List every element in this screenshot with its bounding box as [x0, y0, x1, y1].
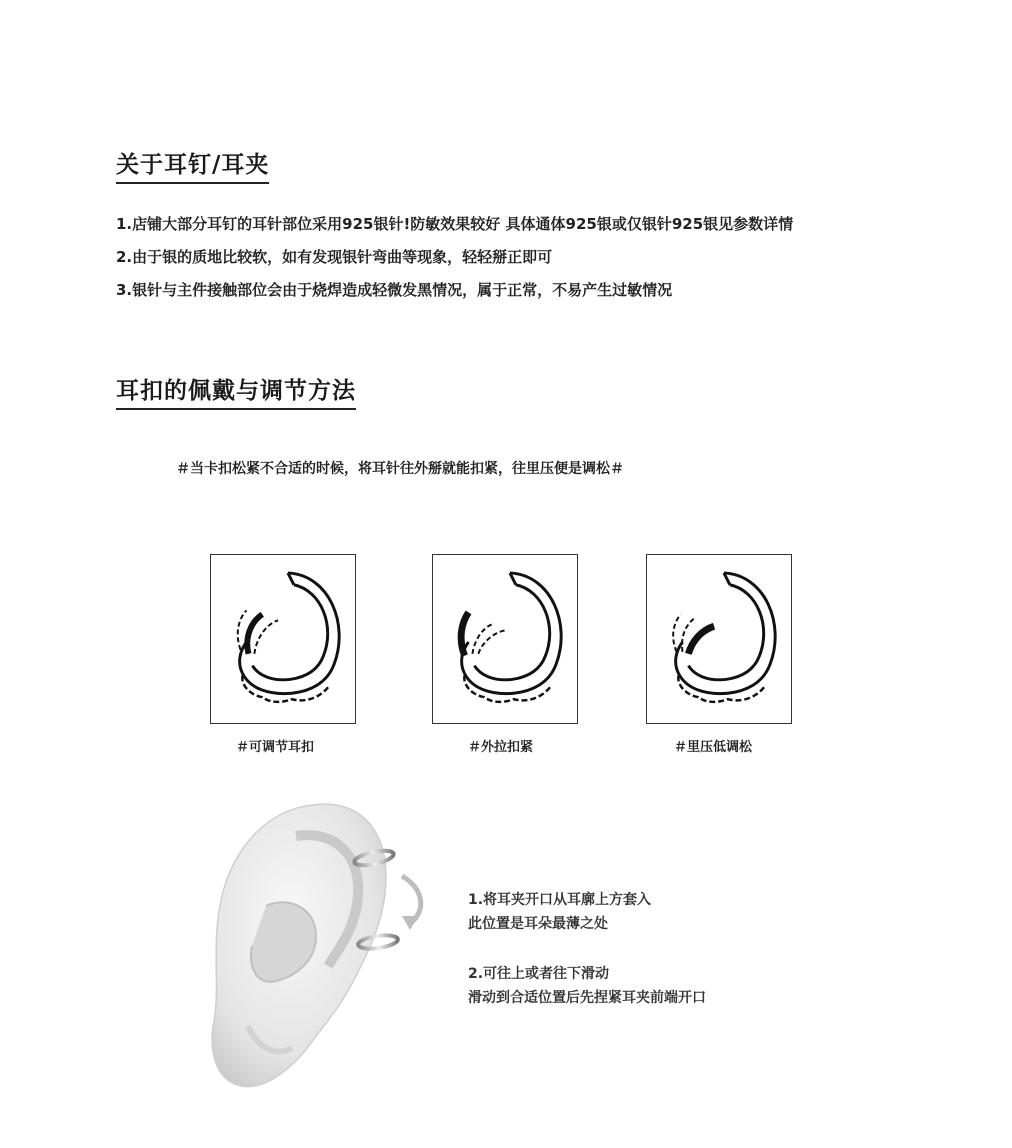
- adjust-tip: ＃当卡扣松紧不合适的时候，将耳针往外掰就能扣紧，往里压便是调松＃: [176, 461, 624, 477]
- ear-illustration: [196, 796, 446, 1096]
- step-line: 2.可往上或者往下滑动: [468, 966, 610, 982]
- step-line: 此位置是耳朵最薄之处: [468, 916, 608, 932]
- ear-clip-diagram-icon: [211, 555, 355, 723]
- ear-clip-diagram-icon: [647, 555, 791, 723]
- diagram-push-in-loosen: [646, 554, 792, 724]
- earring-notes-list: [116, 208, 793, 307]
- wearing-steps: [468, 888, 706, 1036]
- note-item: 1.店铺大部分耳钉的耳针部位采用925银针!防敏效果较好 具体通体925银或仅银针925银见参数详情: [116, 215, 794, 233]
- note-item: 3.银针与主件接触部位会由于烧焊造成轻微发黑情况，属于正常，不易产生过敏情况: [116, 281, 673, 299]
- step-item: [468, 888, 706, 936]
- panel-caption: ＃可调节耳扣: [236, 740, 315, 755]
- panel-caption: ＃外拉扣紧: [468, 740, 534, 755]
- note-item: 2.由于银的质地比较软，如有发现银针弯曲等现象，轻轻掰正即可: [116, 248, 553, 266]
- step-line: 1.将耳夹开口从耳廓上方套入: [468, 892, 652, 908]
- step-item: [468, 962, 706, 1010]
- ear-icon: [196, 796, 446, 1096]
- panel-caption: ＃里压低调松: [674, 740, 753, 755]
- ear-clip-diagram-icon: [433, 555, 577, 723]
- step-line: 滑动到合适位置后先捏紧耳夹前端开口: [468, 990, 706, 1006]
- section1-title: 关于耳钉/耳夹: [116, 146, 269, 184]
- diagram-pull-out-tighten: [432, 554, 578, 724]
- section2-title: 耳扣的佩戴与调节方法: [116, 372, 356, 410]
- diagram-adjustable-clip: [210, 554, 356, 724]
